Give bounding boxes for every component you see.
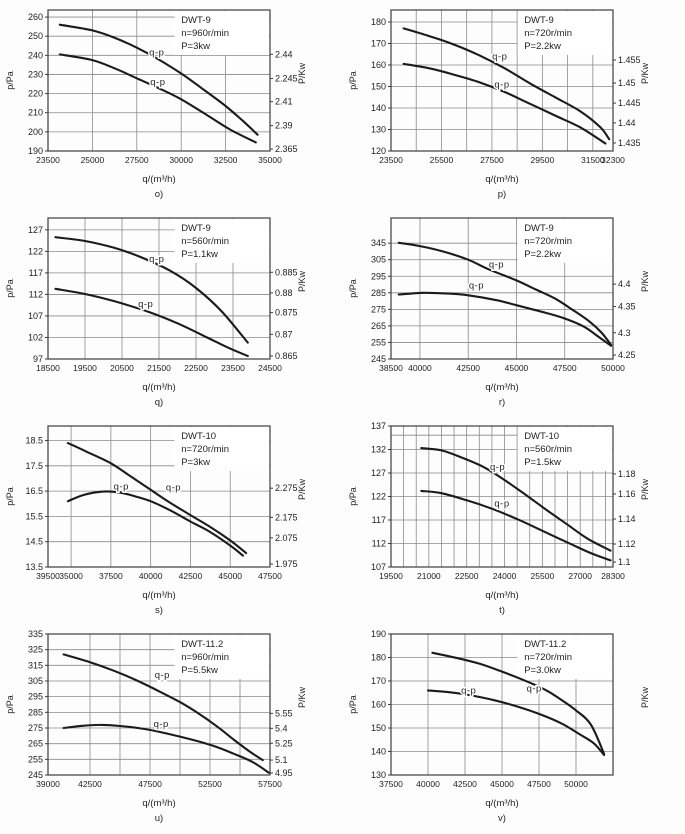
right-tick-label: 1.12 xyxy=(618,539,636,550)
y2-axis-title: P/Kw xyxy=(640,686,650,708)
x-axis-title: q/(m³/h) xyxy=(142,382,176,393)
curve-label: q-p xyxy=(494,498,510,510)
x-tick-label: 19500 xyxy=(379,571,403,581)
curve-label: q-p xyxy=(113,481,129,493)
left-tick-label: 285 xyxy=(27,707,43,718)
right-tick-label: 0.88 xyxy=(275,287,293,298)
x-tick-label: 57500 xyxy=(258,779,282,789)
x-tick-label: 20500 xyxy=(110,363,134,373)
chart-cell-q xyxy=(0,208,343,416)
info-line: DWT-11.2 xyxy=(524,639,567,650)
x-tick-label: 23500 xyxy=(221,363,245,373)
x-tick-label: 22500 xyxy=(184,363,208,373)
curve-label: q-p xyxy=(165,482,182,494)
left-tick-label: 295 xyxy=(370,271,386,282)
left-tick-label: 260 xyxy=(27,12,43,23)
right-tick-label: 4.4 xyxy=(618,279,631,290)
x-axis-title: q/(m³/h) xyxy=(142,798,176,809)
right-tick-label: 1.14 xyxy=(618,514,636,525)
x-tick-label: 23500 xyxy=(36,155,60,165)
left-tick-label: 130 xyxy=(370,124,386,135)
left-tick-label: 255 xyxy=(27,754,43,765)
y-axis-title: p/Pa xyxy=(5,695,15,714)
info-line: n=720r/min xyxy=(524,236,572,247)
chart-cell-v xyxy=(343,624,685,832)
x-tick-label: 42500 xyxy=(453,779,477,789)
right-tick-label: 4.3 xyxy=(618,327,631,338)
right-tick-label: 2.365 xyxy=(275,144,298,155)
x-tick-label: 19500 xyxy=(73,363,97,373)
left-tick-label: 240 xyxy=(27,50,43,61)
x-tick-label: 45000 xyxy=(490,779,514,789)
left-tick-label: 180 xyxy=(370,652,386,663)
fan-performance-chart-u xyxy=(0,624,342,832)
y-axis-title: p/Pa xyxy=(348,487,358,506)
x-tick-label: 24000 xyxy=(492,571,517,581)
right-tick-label: 5.4 xyxy=(275,723,288,734)
x-tick-label: 24500 xyxy=(258,363,282,373)
info-line: DWT-10 xyxy=(181,431,217,442)
y-axis-title: p/Pa xyxy=(5,71,15,90)
x-tick-label: 40000 xyxy=(408,363,432,373)
left-tick-label: 112 xyxy=(28,289,43,300)
right-tick-label: 0.865 xyxy=(275,351,298,362)
y2-axis-title: P/Kw xyxy=(297,478,307,500)
left-tick-label: 102 xyxy=(27,332,43,343)
y2-axis-title: P/Kw xyxy=(640,270,650,292)
x-tick-label: 22500 xyxy=(454,571,479,581)
axis-labels-group xyxy=(348,270,650,408)
y-axis-title: p/Pa xyxy=(348,279,358,298)
left-tick-label: 117 xyxy=(28,267,43,278)
info-line: P=5.5kw xyxy=(181,665,218,676)
left-tick-label: 13.5 xyxy=(25,562,43,572)
curve-label: q-p xyxy=(489,461,506,473)
x-tick-label: 47500 xyxy=(552,363,577,373)
x-axis-title: q/(m³/h) xyxy=(142,590,176,601)
curve-q-p xyxy=(399,293,611,346)
chart-cell-p xyxy=(343,0,685,208)
x-tick-label: 32500 xyxy=(213,155,238,165)
x-tick-label: 25000 xyxy=(80,155,105,165)
left-tick-label: 137 xyxy=(370,421,386,431)
left-tick-label: 127 xyxy=(27,224,43,235)
left-tick-label: 295 xyxy=(27,691,43,702)
left-tick-label: 122 xyxy=(370,491,386,502)
x-tick-label: 50000 xyxy=(564,779,588,789)
chart-letter-label: t) xyxy=(499,605,505,616)
curve-q-p xyxy=(68,491,243,555)
fan-performance-chart-v xyxy=(343,624,685,832)
left-tick-label: 117 xyxy=(371,515,386,526)
x-tick-label: 47500 xyxy=(138,779,162,789)
left-tick-label: 315 xyxy=(27,660,43,671)
left-tick-label: 160 xyxy=(370,59,386,70)
y2-axis-title: P/Kw xyxy=(640,62,650,84)
x-tick-label: 18500 xyxy=(36,363,60,373)
left-tick-label: 150 xyxy=(370,723,386,734)
x-tick-label: 35000 xyxy=(59,571,83,581)
x-axis-title: q/(m³/h) xyxy=(142,174,176,185)
left-tick-label: 190 xyxy=(370,629,386,639)
axis-labels-group xyxy=(5,686,307,824)
curve-label: q-p xyxy=(494,79,510,91)
x-tick-label: 30000 xyxy=(169,155,194,165)
left-tick-label: 210 xyxy=(27,107,43,118)
curve-q-p xyxy=(421,491,610,561)
y-axis-title: p/Pa xyxy=(5,279,15,298)
x-tick-label: 42500 xyxy=(456,363,481,373)
info-line: P=1.5kw xyxy=(524,457,561,468)
left-tick-label: 150 xyxy=(370,81,386,92)
left-tick-label: 15.5 xyxy=(25,511,43,522)
chart-cell-o xyxy=(0,0,343,208)
left-tick-label: 122 xyxy=(27,246,43,257)
info-line: n=720r/min xyxy=(524,652,572,663)
left-tick-label: 345 xyxy=(370,238,386,249)
chart-letter-label: s) xyxy=(155,605,163,616)
x-axis-title: q/(m³/h) xyxy=(485,382,519,393)
left-tick-label: 255 xyxy=(370,337,386,348)
left-tick-label: 127 xyxy=(370,467,386,478)
x-tick-label: 52500 xyxy=(198,779,222,789)
curve-q-p xyxy=(404,64,606,144)
axis-labels-group xyxy=(5,478,307,616)
left-tick-label: 275 xyxy=(370,304,386,315)
right-tick-label: 0.885 xyxy=(275,267,298,278)
left-tick-label: 17.5 xyxy=(25,460,43,471)
chart-letter-label: r) xyxy=(498,397,506,408)
right-tick-label: 2.44 xyxy=(275,49,293,60)
left-tick-label: 107 xyxy=(27,310,43,321)
info-line: n=720r/min xyxy=(181,444,229,455)
x-axis-title: q/(m³/h) xyxy=(485,174,519,185)
chart-cell-u xyxy=(0,624,343,832)
left-tick-label: 275 xyxy=(27,723,43,734)
x-tick-label: 25500 xyxy=(530,571,555,581)
left-tick-label: 16.5 xyxy=(25,486,43,497)
x-tick-label: 40000 xyxy=(416,779,440,789)
x-tick-label: 45000 xyxy=(218,571,243,581)
x-tick-label: 42500 xyxy=(178,571,203,581)
x-tick-label: 28300 xyxy=(601,571,625,581)
left-tick-label: 160 xyxy=(370,699,386,710)
curve-label: q-p xyxy=(154,669,170,681)
left-tick-label: 245 xyxy=(370,354,386,364)
right-tick-label: 5.25 xyxy=(275,738,293,749)
left-tick-label: 14.5 xyxy=(25,536,43,547)
right-tick-label: 4.25 xyxy=(618,350,636,361)
left-tick-label: 245 xyxy=(27,770,43,780)
x-tick-label: 45000 xyxy=(504,363,529,373)
info-line: DWT-9 xyxy=(181,223,211,234)
left-tick-label: 180 xyxy=(370,16,386,27)
right-tick-label: 1.975 xyxy=(275,559,298,570)
left-tick-label: 265 xyxy=(27,738,43,749)
left-tick-label: 265 xyxy=(370,320,386,331)
left-tick-label: 140 xyxy=(370,102,386,113)
curve-label: q-p xyxy=(461,685,477,697)
x-tick-label: 42500 xyxy=(78,779,102,789)
info-line: P=3kw xyxy=(181,457,210,468)
info-line: P=3.0kw xyxy=(524,665,561,676)
x-tick-label: 23500 xyxy=(379,155,403,165)
right-tick-label: 5.55 xyxy=(275,708,293,719)
curve-label: q-p xyxy=(149,47,165,59)
curve-label: q-p xyxy=(526,683,542,695)
left-tick-label: 190 xyxy=(27,146,43,156)
x-axis-title: q/(m³/h) xyxy=(485,590,519,601)
axis-labels-group xyxy=(5,267,307,408)
y2-axis-title: P/Kw xyxy=(297,270,307,292)
chart-letter-label: p) xyxy=(497,189,507,200)
right-tick-label: 1.45 xyxy=(618,78,636,89)
left-tick-label: 305 xyxy=(370,254,386,265)
chart-cell-r xyxy=(343,208,685,416)
left-tick-label: 335 xyxy=(27,629,43,639)
x-tick-label: 50000 xyxy=(601,363,625,373)
info-line: n=560r/min xyxy=(524,444,572,455)
info-line: n=960r/min xyxy=(181,652,229,663)
x-tick-label: 31500 xyxy=(580,155,605,165)
curve-label: q-p xyxy=(492,51,508,63)
right-tick-label: 1.1 xyxy=(618,557,631,568)
right-tick-label: 1.44 xyxy=(618,117,636,128)
info-line: n=720r/min xyxy=(524,28,572,39)
chart-letter-label: o) xyxy=(154,189,164,200)
curve-q-p xyxy=(64,725,269,773)
curve-label: q-p xyxy=(488,259,505,271)
left-tick-label: 18.5 xyxy=(25,435,43,446)
y2-axis-title: P/Kw xyxy=(297,686,307,708)
info-line: DWT-9 xyxy=(524,223,554,234)
curve-q-p xyxy=(60,54,256,142)
fan-performance-chart-s xyxy=(0,416,342,624)
right-tick-label: 2.245 xyxy=(275,73,298,84)
x-tick-label: 37500 xyxy=(379,779,403,789)
fan-performance-chart-q xyxy=(0,208,342,416)
fan-performance-chart-t xyxy=(343,416,685,624)
curve-q-p xyxy=(428,690,604,755)
x-tick-label: 27000 xyxy=(568,571,593,581)
info-line: DWT-9 xyxy=(181,15,211,26)
info-line: DWT-10 xyxy=(524,431,560,442)
chart-letter-label: q) xyxy=(154,397,164,408)
chart-letter-label: v) xyxy=(498,813,506,824)
curve-label: q-p xyxy=(468,280,485,292)
chart-cell-t xyxy=(343,416,685,624)
y2-axis-title: P/Kw xyxy=(297,62,307,84)
x-axis-title: q/(m³/h) xyxy=(485,798,519,809)
chart-letter-label: u) xyxy=(154,813,164,824)
right-tick-label: 5.1 xyxy=(275,755,288,766)
info-line: DWT-11.2 xyxy=(181,639,224,650)
fan-performance-chart-o xyxy=(0,0,342,208)
left-tick-label: 325 xyxy=(27,644,43,655)
left-tick-label: 97 xyxy=(32,354,43,364)
x-tick-label: 21500 xyxy=(147,363,171,373)
left-tick-label: 285 xyxy=(370,287,386,298)
curve-label: q-p xyxy=(138,299,154,311)
left-tick-label: 130 xyxy=(370,770,386,780)
curve-label: q-p xyxy=(150,76,166,88)
left-tick-label: 170 xyxy=(370,38,386,49)
right-tick-label: 1.435 xyxy=(618,137,641,148)
right-tick-label: 1.18 xyxy=(618,468,636,479)
y-axis-title: p/Pa xyxy=(348,71,358,90)
info-line: n=560r/min xyxy=(181,236,229,247)
curve-label: q-p xyxy=(149,253,165,265)
x-tick-label: 25500 xyxy=(429,155,454,165)
left-tick-label: 305 xyxy=(27,675,43,686)
info-line: DWT-9 xyxy=(524,15,554,26)
left-tick-label: 120 xyxy=(370,146,386,156)
x-tick-label: 39500 xyxy=(36,571,60,581)
x-tick-label: 38500 xyxy=(379,363,403,373)
right-tick-label: 1.455 xyxy=(618,55,641,66)
right-tick-label: 4.95 xyxy=(275,768,293,779)
y-axis-title: p/Pa xyxy=(5,487,15,506)
x-tick-label: 21000 xyxy=(417,571,441,581)
x-tick-label: 37500 xyxy=(99,571,123,581)
x-tick-label: 40000 xyxy=(138,571,163,581)
info-line: P=2.2kw xyxy=(524,249,561,260)
info-line: P=2.2kw xyxy=(524,41,561,52)
right-tick-label: 2.075 xyxy=(275,532,298,543)
left-tick-label: 170 xyxy=(370,675,386,686)
x-tick-label: 39000 xyxy=(36,779,60,789)
right-tick-label: 0.87 xyxy=(275,329,293,340)
x-tick-label: 27500 xyxy=(124,155,149,165)
info-line: P=3kw xyxy=(181,41,210,52)
right-tick-label: 2.41 xyxy=(275,96,293,107)
y2-axis-title: P/Kw xyxy=(640,478,650,500)
x-tick-label: 32300 xyxy=(601,155,625,165)
y-axis-title: p/Pa xyxy=(348,695,358,714)
left-tick-label: 112 xyxy=(371,538,386,549)
right-tick-label: 1.16 xyxy=(618,488,636,499)
left-tick-label: 132 xyxy=(370,444,386,455)
x-tick-label: 29500 xyxy=(530,155,555,165)
left-tick-label: 200 xyxy=(27,126,43,137)
x-tick-label: 47500 xyxy=(527,779,551,789)
right-tick-label: 2.175 xyxy=(275,512,298,523)
info-line: P=1.1kw xyxy=(181,249,218,260)
info-line: n=960r/min xyxy=(181,28,229,39)
left-tick-label: 250 xyxy=(27,31,43,42)
left-tick-label: 230 xyxy=(27,69,43,80)
fan-performance-chart-r xyxy=(343,208,685,416)
right-tick-label: 1.445 xyxy=(618,98,641,109)
right-tick-label: 4.35 xyxy=(618,301,636,312)
right-tick-label: 0.875 xyxy=(275,307,298,318)
left-tick-label: 220 xyxy=(27,88,43,99)
right-tick-label: 2.39 xyxy=(275,120,293,131)
left-tick-label: 107 xyxy=(370,562,386,572)
right-tick-label: 2.275 xyxy=(275,483,298,494)
x-tick-label: 27500 xyxy=(480,155,504,165)
x-tick-label: 35000 xyxy=(258,155,282,165)
left-tick-label: 140 xyxy=(370,746,386,757)
chart-cell-s xyxy=(0,416,343,624)
fan-performance-chart-p xyxy=(343,0,685,208)
x-tick-label: 47500 xyxy=(258,571,282,581)
curve-label: q-p xyxy=(153,719,169,731)
